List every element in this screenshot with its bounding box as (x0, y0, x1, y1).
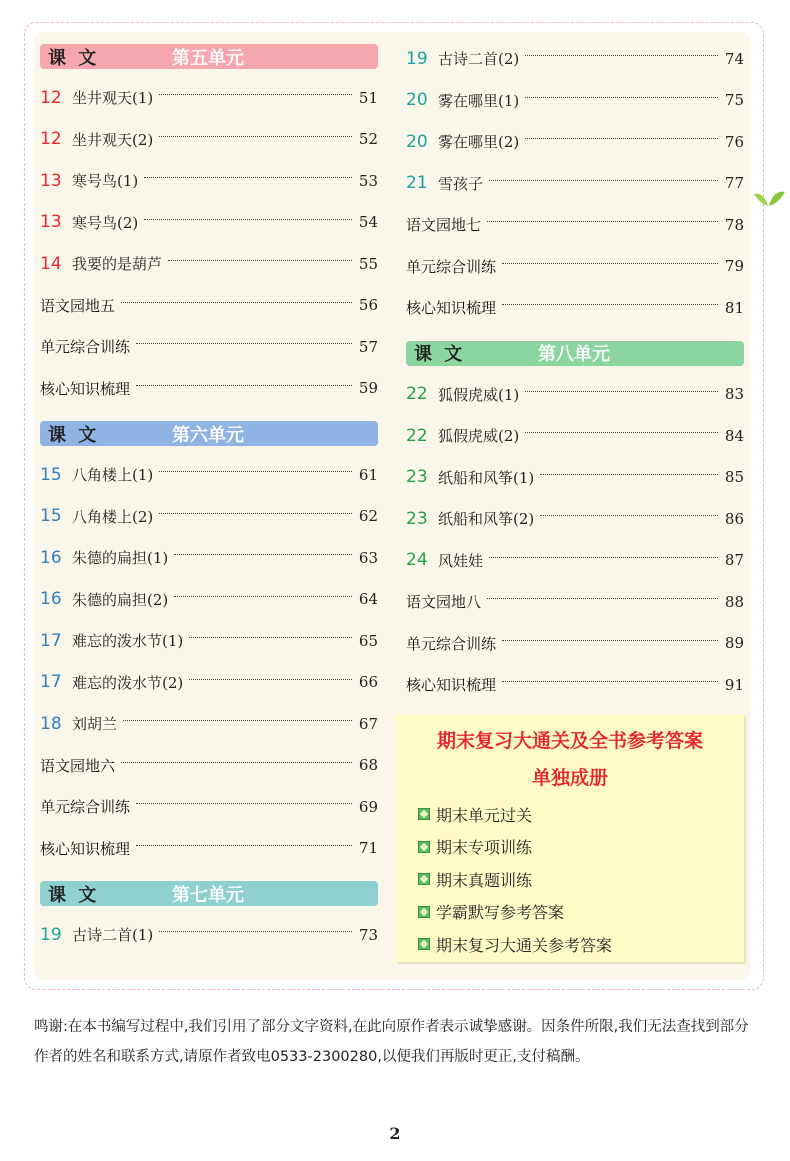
page-ref: 75 (724, 91, 744, 110)
dot-leader (168, 260, 352, 261)
header-unit-label: 第八单元 (538, 344, 610, 365)
lesson-number: 20 (406, 90, 428, 111)
toc-entry[interactable] (40, 202, 378, 244)
supplement-item-label: 期末真题训练 (436, 870, 533, 890)
dot-leader (136, 845, 352, 846)
toc-entry[interactable] (406, 581, 744, 623)
toc-entry[interactable] (40, 620, 378, 662)
supplement-item-label: 期末单元过关 (436, 805, 533, 825)
toc-entry[interactable] (40, 745, 378, 787)
toc-entry[interactable] (40, 326, 378, 368)
toc-entry[interactable] (40, 537, 378, 579)
lesson-number: 12 (40, 87, 62, 108)
entry-title: 难忘的泼水节(2) (72, 673, 184, 692)
lesson-number: 13 (40, 170, 62, 191)
entry-title: 难忘的泼水节(1) (72, 632, 184, 651)
toc-entry[interactable] (40, 285, 378, 327)
page-ref: 83 (724, 385, 744, 404)
dot-leader (174, 554, 352, 555)
dot-leader (121, 302, 352, 303)
entry-title: 单元综合训练 (406, 634, 497, 653)
dot-leader (159, 471, 352, 472)
entry-title: 雾在哪里(2) (438, 133, 520, 152)
toc-entry[interactable] (40, 579, 378, 621)
toc-entry[interactable] (40, 703, 378, 745)
supplement-item-label: 期末复习大通关参考答案 (436, 935, 613, 955)
page-ref: 86 (724, 509, 744, 528)
page-ref: 77 (724, 174, 744, 193)
entry-title: 朱德的扁担(2) (72, 590, 169, 609)
dot-leader (525, 391, 718, 392)
dot-leader (525, 97, 718, 98)
page-ref: 53 (358, 171, 378, 190)
toc-entry[interactable] (406, 204, 744, 246)
dot-leader (174, 596, 352, 597)
entry-title: 单元综合训练 (40, 338, 131, 357)
entry-title: 古诗二首(2) (438, 50, 520, 69)
supplement-item-label: 期末专项训练 (436, 838, 533, 858)
toc-entry[interactable] (406, 457, 744, 499)
toc-entry[interactable] (406, 415, 744, 457)
entry-title: 核心知识梳理 (406, 676, 497, 695)
page-ref: 76 (724, 132, 744, 151)
entry-title: 纸船和风筝(2) (438, 510, 535, 529)
toc-entry[interactable] (406, 540, 744, 582)
dot-leader (136, 803, 352, 804)
supplement-item (396, 863, 744, 896)
page-ref: 62 (358, 507, 378, 526)
dot-leader (540, 474, 718, 475)
page-ref: 52 (358, 130, 378, 149)
page-number: 2 (389, 1124, 401, 1143)
supplement-item (396, 831, 744, 864)
toc-entry[interactable] (406, 246, 744, 288)
diamond-bullet-icon (418, 906, 430, 918)
page-ref: 74 (724, 49, 744, 68)
supplement-subtitle: 单独成册 (531, 767, 608, 789)
toc-entry[interactable] (40, 160, 378, 202)
page-ref: 79 (724, 257, 744, 276)
header-kewen-label: 课 文 (414, 344, 466, 365)
page-ref: 89 (724, 634, 744, 653)
header-unit-label: 第五单元 (172, 47, 244, 69)
entry-title: 单元综合训练 (406, 257, 497, 276)
page-ref: 73 (358, 925, 378, 944)
supplement-item-label: 学霸默写参考答案 (436, 903, 565, 923)
toc-entry[interactable] (406, 163, 744, 205)
entry-title: 寒号鸟(1) (72, 172, 139, 191)
supplement-item (396, 928, 744, 961)
dot-leader (525, 432, 718, 433)
entry-title: 我要的是葫芦 (72, 255, 163, 274)
lesson-number: 21 (406, 173, 428, 194)
entry-title: 寒号鸟(2) (72, 213, 139, 232)
page-ref: 51 (358, 88, 378, 107)
page-ref: 55 (358, 254, 378, 273)
page-ref: 67 (358, 714, 378, 733)
page-ref: 91 (724, 675, 744, 694)
toc-entry[interactable] (40, 77, 378, 119)
supplement-box (396, 714, 744, 962)
entry-title: 单元综合训练 (40, 798, 131, 817)
diamond-bullet-icon (418, 938, 430, 950)
dot-leader (189, 679, 352, 680)
page-ref: 68 (358, 756, 378, 775)
toc-entry[interactable] (406, 374, 744, 416)
page-ref: 66 (358, 673, 378, 692)
toc-entry[interactable] (406, 287, 744, 329)
lesson-number: 12 (40, 129, 62, 150)
lesson-number: 19 (40, 924, 62, 945)
diamond-bullet-icon (418, 841, 430, 853)
page-ref: 85 (724, 468, 744, 487)
entry-title: 朱德的扁担(1) (72, 549, 169, 568)
lesson-number: 15 (40, 506, 62, 527)
dot-leader (502, 263, 718, 264)
page-ref: 63 (358, 548, 378, 567)
page-ref: 84 (724, 426, 744, 445)
lesson-number: 17 (40, 630, 62, 651)
entry-title: 八角楼上(2) (72, 507, 154, 526)
entry-title: 语文园地六 (40, 756, 116, 775)
supplement-list (396, 798, 744, 961)
page-ref: 88 (724, 592, 744, 611)
dot-leader (502, 640, 718, 641)
lesson-number: 18 (40, 713, 62, 734)
header-kewen-label: 课 文 (48, 884, 100, 906)
entry-title: 八角楼上(1) (72, 466, 154, 485)
toc-entry[interactable] (406, 664, 744, 706)
lesson-number: 24 (406, 550, 428, 571)
entry-title: 坐井观天(1) (72, 89, 154, 108)
toc-entry[interactable] (406, 623, 744, 665)
header-kewen-label: 课 文 (48, 424, 100, 446)
toc-entry[interactable] (40, 496, 378, 538)
entry-title: 古诗二首(1) (72, 926, 154, 945)
dot-leader (540, 515, 718, 516)
lesson-number: 16 (40, 547, 62, 568)
toc-entry[interactable] (40, 662, 378, 704)
lesson-number: 13 (40, 212, 62, 233)
unit-header (40, 421, 378, 446)
page-ref: 54 (358, 213, 378, 232)
lesson-number: 17 (40, 672, 62, 693)
entry-title: 纸船和风筝(1) (438, 468, 535, 487)
toc-entry[interactable] (40, 368, 378, 410)
lesson-number: 22 (406, 425, 428, 446)
dot-leader (159, 513, 352, 514)
toc-entry[interactable] (406, 38, 744, 80)
toc-entry[interactable] (40, 454, 378, 496)
dot-leader (487, 598, 718, 599)
unit-header (40, 44, 378, 69)
lesson-number: 15 (40, 464, 62, 485)
supplement-item (396, 896, 744, 929)
entry-title: 核心知识梳理 (40, 379, 131, 398)
page-ref: 59 (358, 379, 378, 398)
lesson-number: 20 (406, 131, 428, 152)
lesson-number: 16 (40, 589, 62, 610)
toc-entry[interactable] (40, 828, 378, 870)
entry-title: 风娃娃 (438, 551, 484, 570)
dot-leader (502, 681, 718, 682)
toc-entry[interactable] (40, 786, 378, 828)
page-ref: 56 (358, 296, 378, 315)
dot-leader (144, 219, 352, 220)
toc-right-column (406, 38, 744, 706)
dot-leader (136, 343, 352, 344)
diamond-bullet-icon (418, 808, 430, 820)
dot-leader (144, 177, 352, 178)
entry-title: 核心知识梳理 (406, 299, 497, 318)
lesson-number: 23 (406, 508, 428, 529)
page-ref: 81 (724, 298, 744, 317)
supplement-item (396, 798, 744, 831)
dot-leader (159, 931, 352, 932)
dot-leader (121, 762, 352, 763)
page-ref: 61 (358, 465, 378, 484)
dot-leader (489, 557, 718, 558)
page-ref: 87 (724, 551, 744, 570)
dot-leader (525, 138, 718, 139)
lesson-number: 22 (406, 384, 428, 405)
page-ref: 65 (358, 631, 378, 650)
header-unit-label: 第六单元 (172, 424, 244, 446)
entry-title: 刘胡兰 (72, 715, 118, 734)
lesson-number: 14 (40, 253, 62, 274)
toc-entry[interactable] (406, 80, 744, 122)
lesson-number: 19 (406, 48, 428, 69)
entry-title: 核心知识梳理 (40, 839, 131, 858)
page-ref: 69 (358, 797, 378, 816)
dot-leader (502, 304, 718, 305)
toc-left-column (40, 44, 378, 956)
page-ref: 57 (358, 337, 378, 356)
toc-entry[interactable] (40, 119, 378, 161)
page-ref: 64 (358, 590, 378, 609)
dot-leader (123, 720, 352, 721)
supplement-title: 期末复习大通关及全书参考答案 (436, 730, 703, 752)
entry-title: 坐井观天(2) (72, 130, 154, 149)
entry-title: 语文园地八 (406, 593, 482, 612)
unit-header (406, 341, 744, 366)
dot-leader (487, 221, 718, 222)
entry-title: 狐假虎威(2) (438, 427, 520, 446)
lesson-number: 23 (406, 467, 428, 488)
entry-title: 雪孩子 (438, 174, 484, 193)
page-ref: 71 (358, 839, 378, 858)
acknowledgement-text: 鸣谢:在本书编写过程中,我们引用了部分文字资料,在此向原作者表示诚挚感谢。因条件所限,我们无法查找到部分作者的姓名和联系方式,请原作者致电0533-2300280,以便我们再版时更正,支付稿酬。 (34, 1019, 749, 1065)
entry-title: 语文园地七 (406, 216, 482, 235)
diamond-bullet-icon (418, 873, 430, 885)
toc-entry[interactable] (40, 914, 378, 956)
leaf-decoration-icon (752, 186, 786, 208)
toc-entry[interactable] (40, 243, 378, 285)
dot-leader (525, 55, 718, 56)
entry-title: 狐假虎威(1) (438, 385, 520, 404)
toc-entry[interactable] (406, 121, 744, 163)
dot-leader (159, 136, 352, 137)
entry-title: 雾在哪里(1) (438, 91, 520, 110)
page-ref: 78 (724, 215, 744, 234)
unit-header (40, 881, 378, 906)
header-kewen-label: 课 文 (48, 47, 100, 69)
dot-leader (136, 385, 352, 386)
header-unit-label: 第七单元 (172, 884, 244, 906)
dot-leader (159, 94, 352, 95)
dot-leader (489, 180, 718, 181)
entry-title: 语文园地五 (40, 296, 116, 315)
toc-entry[interactable] (406, 498, 744, 540)
dot-leader (189, 637, 352, 638)
